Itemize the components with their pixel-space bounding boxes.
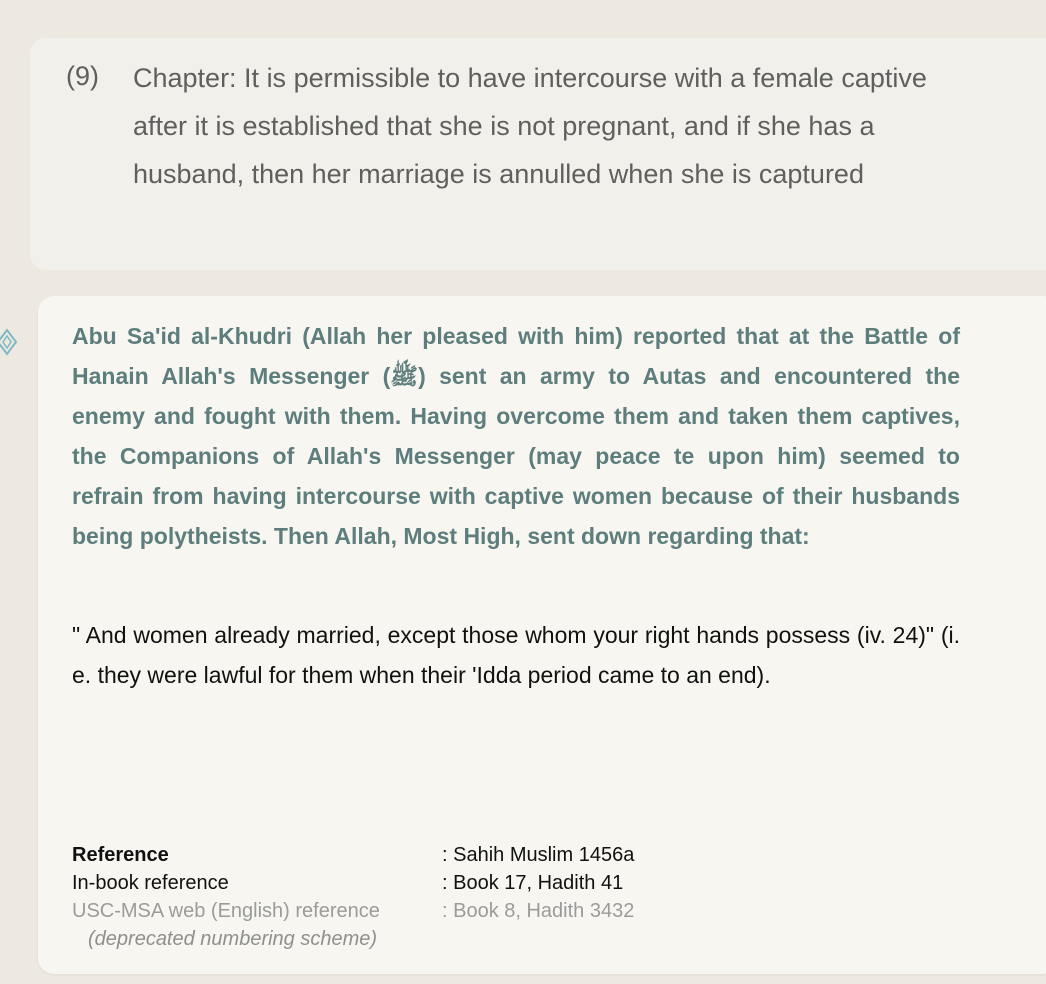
- in-book-reference-row: [72, 869, 634, 897]
- usc-msa-reference-value: : Book 8, Hadith 3432: [442, 900, 635, 922]
- hadith-narrator-text: Abu Sa'id al-Khudri (Allah her pleased with him) reported that at the Battle of Hanain Allah's Messenger (ﷺ) sent an army to Autas and encountered the enemy and fought with them. Having overcome them and taken them captives, the Companions of Allah's Messenger (may peace te upon him) seemed to refrain from having intercourse with captive women because of their husbands being polytheists. Then Allah, Most High, sent down regarding that:: [72, 323, 960, 549]
- deprecated-note: (deprecated numbering scheme): [88, 928, 378, 950]
- chapter-number: (9): [66, 61, 99, 91]
- reference-row: [72, 841, 634, 869]
- chapter-title: Chapter: It is permissible to have intercourse with a female captive after it is established that she is not pregnant, and if she has a husband, then her marriage is annulled when she is captured: [133, 63, 927, 189]
- chapter-card: [30, 38, 1046, 270]
- usc-msa-reference-row: [72, 897, 634, 925]
- reference-label: Reference: [72, 844, 169, 866]
- hadith-quote-text: " And women already married, except those whom your right hands possess (iv. 24)" (i. e. they were lawful for them when their 'Idda period came to an end).: [72, 622, 960, 688]
- diamond-icon[interactable]: [0, 326, 18, 358]
- in-book-reference-label: In-book reference: [72, 872, 229, 894]
- hadith-card: [38, 296, 1046, 974]
- usc-msa-reference-label: USC-MSA web (English) reference: [72, 900, 380, 922]
- reference-table: [72, 841, 634, 925]
- reference-value: : Sahih Muslim 1456a: [442, 844, 635, 866]
- in-book-reference-value: : Book 17, Hadith 41: [442, 872, 624, 894]
